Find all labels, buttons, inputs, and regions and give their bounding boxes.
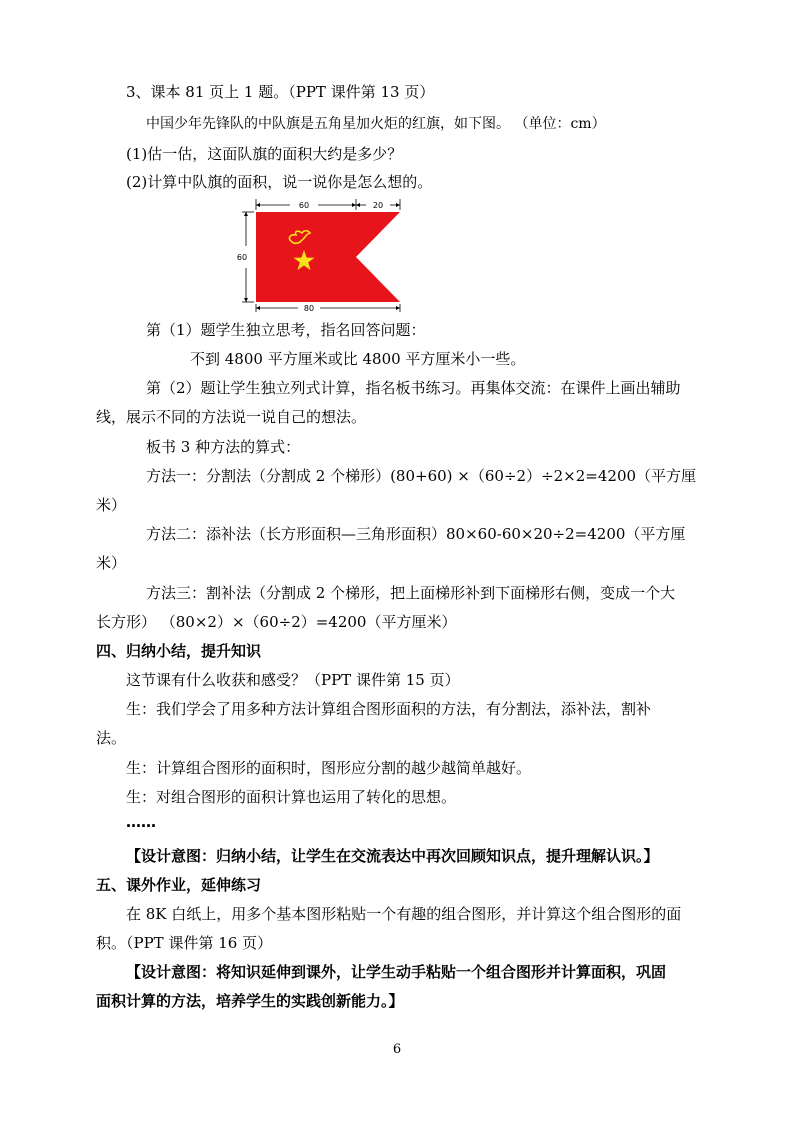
text-line: 生：计算组合图形的面积时，图形应分割的越少越简单越好。: [126, 759, 532, 777]
text-line: 这节课有什么收获和感受？（PPT 课件第 15 页）: [126, 671, 460, 689]
text-line: 方法一：分割法（分割成 2 个梯形）(80+60) ×（60÷2）÷2×2=4200（平方厘: [146, 467, 697, 485]
page-number: 6: [392, 1042, 402, 1057]
text-line: (2)计算中队旗的面积，说一说你是怎么想的。: [126, 173, 433, 191]
dim-bottom-label: 80: [303, 304, 315, 313]
section-heading: 四、归纳小结，提升知识: [96, 642, 262, 660]
text-line: 长方形） （80×2）×（60÷2）=4200（平方厘米）: [96, 613, 457, 631]
dim-notch-label: 20: [372, 201, 384, 210]
text-line: 在 8K 白纸上，用多个基本图形粘贴一个有趣的组合图形，并计算这个组合图形的面: [126, 905, 682, 923]
text-line: 第（1）题学生独立思考，指名回答问题：: [146, 321, 426, 339]
text-line: 方法三：割补法（分割成 2 个梯形，把上面梯形补到下面梯形右侧，变成一个大: [146, 584, 676, 602]
dim-side-label: 60: [236, 253, 248, 262]
text-line: 中国少年先锋队的中队旗是五角星加火炬的红旗，如下图。 （单位：cm）: [146, 116, 606, 132]
flag-shape: [256, 212, 400, 302]
design-intent-note: 【设计意图：将知识延伸到课外，让学生动手粘贴一个组合图形并计算面积，巩固: [126, 963, 667, 981]
design-intent-note: 【设计意图：归纳小结，让学生在交流表达中再次回顾知识点，提升理解认识。】: [126, 847, 659, 865]
text-line: 生：我们学会了用多种方法计算组合图形面积的方法，有分割法，添补法，割补: [126, 700, 652, 718]
text-line: (1)估一估，这面队旗的面积大约是多少？: [126, 145, 403, 163]
dim-top-label: 60: [298, 201, 310, 210]
design-intent-note: 面积计算的方法，培养学生的实践创新能力。】: [96, 992, 404, 1010]
text-line: 积。（PPT 课件第 16 页）: [96, 934, 273, 952]
flag-figure: [232, 198, 408, 318]
section-heading: 五、课外作业，延伸练习: [96, 876, 262, 894]
text-line: 板书 3 种方法的算式：: [146, 438, 301, 456]
ellipsis: ……: [126, 813, 156, 831]
text-line: 方法二：添补法（长方形面积—三角形面积）80×60-60×20÷2=4200（平方厘: [146, 525, 686, 543]
text-line: 生：对组合图形的面积计算也运用了转化的思想。: [126, 788, 457, 806]
text-line: 米）: [96, 554, 127, 572]
text-line: 3、课本 81 页上 1 题。（PPT 课件第 13 页）: [126, 83, 435, 101]
text-line: 法。: [96, 729, 127, 747]
text-line: 不到 4800 平方厘米或比 4800 平方厘米小一些。: [190, 350, 526, 368]
text-line: 线，展示不同的方法说一说自己的想法。: [96, 408, 367, 426]
text-line: 米）: [96, 496, 127, 514]
text-line: 第（2）题让学生独立列式计算，指名板书练习。再集体交流：在课件上画出辅助: [146, 379, 681, 397]
